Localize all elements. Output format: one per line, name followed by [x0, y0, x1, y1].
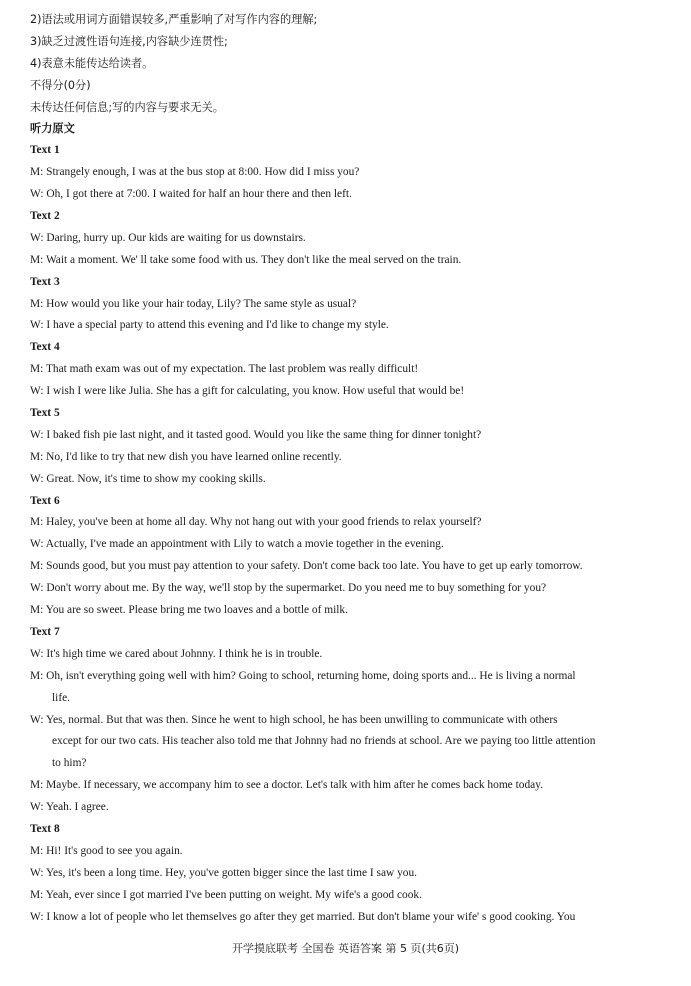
speaker-label: W:	[30, 188, 44, 201]
dialogue-line	[30, 359, 661, 381]
speaker-label: M:	[30, 888, 44, 901]
dialogue-text: I know a lot of people who let themselves go after they get married. But don't blame your wife' s good cooking. You	[46, 910, 576, 923]
speaker-label: M:	[30, 669, 44, 682]
text-heading: Text 7	[30, 625, 60, 638]
speaker-label: W:	[30, 801, 44, 814]
dialogue-continuation: to him?	[52, 757, 87, 770]
dialogue-text: I have a special party to attend this evening and I'd like to change my style.	[46, 319, 389, 332]
dialogue-line	[30, 775, 661, 797]
dialogue-text: Hi! It's good to see you again.	[46, 844, 183, 857]
dialogue-line	[30, 666, 661, 688]
dialogue-text: It's high time we cared about Johnny. I think he is in trouble.	[46, 647, 323, 660]
dialogue-text: Oh, isn't everything going well with him? Going to school, returning home, doing sports and... He is living a normal	[46, 669, 576, 682]
dialogue-line	[30, 907, 661, 929]
speaker-label: M:	[30, 844, 44, 857]
dialogue-line	[30, 600, 661, 622]
dialogue-continuation: except for our two cats. His teacher also told me that Johnny had no friends at school. Are we paying too little attention	[52, 735, 596, 748]
speaker-label: W:	[30, 647, 44, 660]
speaker-label: M:	[30, 363, 44, 376]
speaker-label: W:	[30, 428, 44, 441]
speaker-label: W:	[30, 582, 44, 595]
speaker-label: W:	[30, 231, 44, 244]
text-heading: Text 1	[30, 144, 60, 157]
text-heading: Text 5	[30, 407, 60, 420]
speaker-label: W:	[30, 472, 44, 485]
text-heading: Text 6	[30, 494, 60, 507]
speaker-label: W:	[30, 538, 44, 551]
dialogue-line	[30, 578, 661, 600]
scoring-criteria-line: 3)缺乏过渡性语句连接,内容缺少连贯性;	[30, 34, 228, 48]
dialogue-text: I wish I were like Julia. She has a gift for calculating, you know. How useful that would be!	[46, 385, 465, 398]
dialogue-line	[30, 228, 661, 250]
dialogue-line	[30, 381, 661, 403]
text-heading: Text 2	[30, 210, 60, 223]
dialogue-text: Haley, you've been at home all day. Why not hang out with your good friends to relax yourself?	[46, 516, 482, 529]
dialogue-line	[30, 841, 661, 863]
dialogue-text: Yeah. I agree.	[45, 801, 109, 814]
speaker-label: M:	[30, 450, 44, 463]
dialogue-text: Strangely enough, I was at the bus stop at 8:00. How did I miss you?	[46, 166, 360, 179]
page-footer: 开学摸底联考 全国卷 英语答案 第 5 页(共6页)	[231, 942, 460, 955]
dialogue-line	[30, 863, 661, 885]
dialogue-text: How would you like your hair today, Lily? The same style as usual?	[46, 297, 357, 310]
dialogue-line	[30, 797, 661, 819]
speaker-label: W:	[30, 385, 44, 398]
dialogue-text: That math exam was out of my expectation. The last problem was really difficult!	[45, 363, 419, 376]
section-heading: 听力原文	[30, 122, 75, 136]
dialogue-continuation: life.	[52, 691, 71, 704]
dialogue-line	[30, 556, 661, 578]
speaker-label: W:	[30, 319, 44, 332]
scoring-criteria-line: 不得分(0分)	[30, 78, 91, 92]
speaker-label: M:	[30, 779, 44, 792]
speaker-label: W:	[30, 866, 44, 879]
dialogue-text: Oh, I got there at 7:00. I waited for half an hour there and then left.	[46, 188, 352, 201]
speaker-label: M:	[30, 253, 44, 266]
dialogue-line	[30, 447, 661, 469]
scoring-criteria-line: 2)语法或用词方面错误较多,严重影响了对写作内容的理解;	[30, 13, 318, 26]
dialogue-line	[30, 315, 661, 337]
speaker-label: W:	[30, 910, 44, 923]
dialogue-text: Don't worry about me. By the way, we'll stop by the supermarket. Do you need me to buy something for you?	[46, 582, 547, 595]
text-heading: Text 8	[30, 822, 60, 835]
text-heading: Text 3	[30, 275, 60, 288]
dialogue-line	[30, 469, 661, 491]
speaker-label: M:	[30, 516, 44, 529]
dialogue-line	[30, 184, 661, 206]
text-heading: Text 4	[30, 341, 60, 354]
dialogue-line	[30, 885, 661, 907]
dialogue-line	[30, 710, 661, 732]
dialogue-line	[30, 162, 661, 184]
dialogue-text: Yes, normal. But that was then. Since he went to high school, he has been unwilling to communicate with others	[45, 713, 558, 726]
dialogue-text: Wait a moment. We' ll take some food with us. They don't like the meal served on the train.	[45, 253, 462, 266]
speaker-label: M:	[30, 166, 44, 179]
dialogue-text: Actually, I've made an appointment with Lily to watch a movie together in the evening.	[45, 538, 444, 551]
dialogue-text: Yeah, ever since I got married I've been putting on weight. My wife's a good cook.	[45, 888, 422, 901]
scoring-criteria-line: 未传达任何信息;写的内容与要求无关。	[30, 100, 224, 114]
dialogue-text: Sounds good, but you must pay attention to your safety. Don't come back too late. You have to get up early tomorrow.	[46, 560, 583, 573]
speaker-label: M:	[30, 604, 44, 617]
speaker-label: M:	[30, 560, 44, 573]
dialogue-line	[30, 250, 661, 272]
dialogue-text: Maybe. If necessary, we accompany him to see a doctor. Let's talk with him after he comes back home today.	[46, 779, 543, 792]
scoring-criteria-line: 4)表意未能传达给读者。	[30, 56, 154, 70]
answer-key-content	[30, 9, 661, 928]
dialogue-text: Daring, hurry up. Our kids are waiting for us downstairs.	[46, 231, 306, 244]
dialogue-text: Great. Now, it's time to show my cooking skills.	[46, 472, 266, 485]
dialogue-line	[30, 294, 661, 316]
speaker-label: W:	[30, 713, 44, 726]
dialogue-line	[30, 425, 661, 447]
dialogue-line	[30, 512, 661, 534]
dialogue-text: I baked fish pie last night, and it tasted good. Would you like the same thing for dinner tonight?	[46, 428, 482, 441]
speaker-label: M:	[30, 297, 44, 310]
dialogue-text: Yes, it's been a long time. Hey, you've gotten bigger since the last time I saw you.	[45, 866, 418, 879]
dialogue-text: You are so sweet. Please bring me two loaves and a bottle of milk.	[45, 604, 348, 617]
dialogue-text: No, I'd like to try that new dish you have learned online recently.	[46, 450, 342, 463]
dialogue-line	[30, 534, 661, 556]
dialogue-line	[30, 644, 661, 666]
